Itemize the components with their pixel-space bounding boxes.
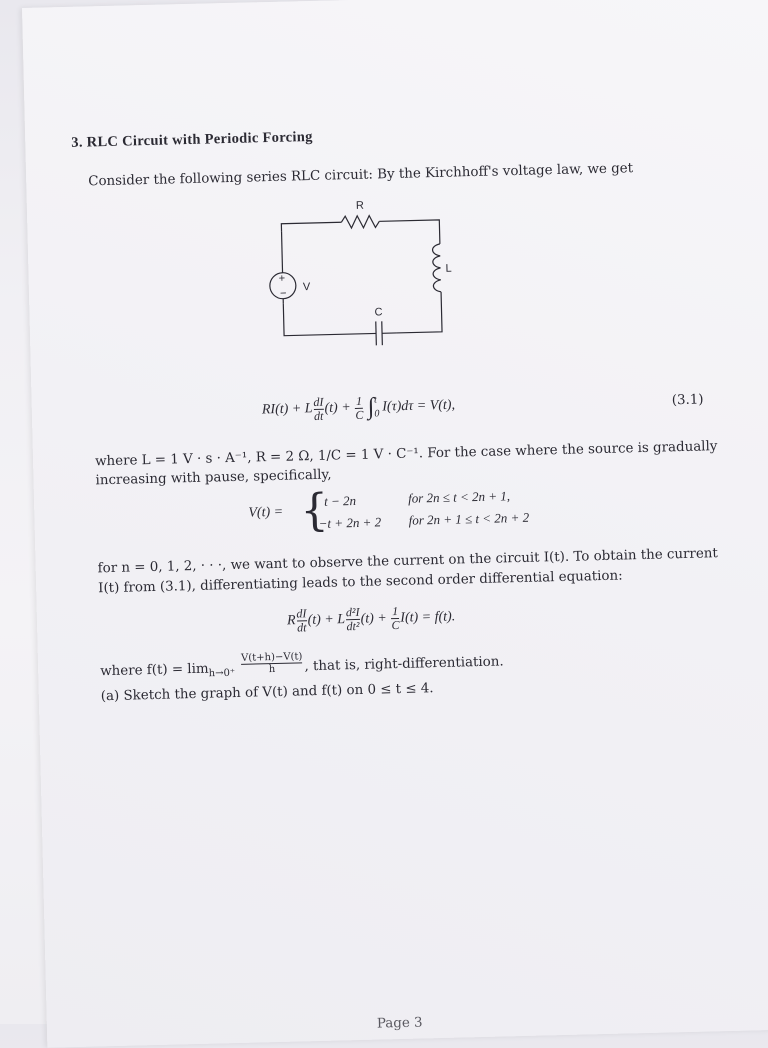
eq2-mid1: (t) + L — [307, 612, 346, 628]
inductor-symbol — [432, 244, 441, 292]
eq2-den3: C — [391, 617, 400, 633]
piecewise-brace: { — [299, 484, 329, 537]
eq2-num2: d²I — [345, 604, 360, 620]
piecewise-lhs: V(t) = — [248, 504, 284, 521]
rlc-circuit-diagram — [263, 194, 457, 349]
case1-expr: t − 2n — [323, 492, 357, 509]
case1-cond: for 2n ≤ t < 2n + 1, — [407, 488, 511, 506]
problem-heading: 3. RLC Circuit with Periodic Forcing — [71, 128, 313, 151]
eq1-c-num: 1 — [355, 393, 363, 408]
eq1-mid: (t) + — [324, 400, 351, 416]
source-minus-sign: − — [279, 287, 287, 300]
case2-expr: −t + 2n + 2 — [318, 514, 382, 531]
circuit-wire-top-left — [281, 222, 341, 231]
case2-cond: for 2n + 1 ≤ t < 2n + 2 — [408, 509, 530, 528]
paper-sheet — [22, 0, 768, 1048]
f-def-suffix: , that is, right-differentiation. — [304, 654, 504, 675]
eq2-num1: dI — [296, 606, 307, 621]
capacitor-plate-right — [382, 321, 383, 345]
page-footer: Page 3 — [376, 1015, 423, 1032]
equation-2 — [287, 604, 456, 635]
f-def-frac-num: V(t+h)−V(t) — [240, 651, 303, 664]
eq2-mid2: (t) + — [360, 610, 387, 627]
where-text-line1: where L = 1 V · s · A⁻¹, R = 2 Ω, 1/C = 1 V · C⁻¹. For the case where the source is gradually — [94, 439, 718, 470]
source-plus-sign: + — [278, 272, 286, 285]
eq1-c-den: C — [355, 407, 364, 422]
f-def-prefix: where f(t) = lim — [100, 661, 209, 680]
for-text-line2: I(t) from (3.1), differentiating leads to the second order differential equation: — [98, 568, 623, 597]
part-a-question: (a) Sketch the graph of V(t) and f(t) on 0 ≤ t ≤ 4. — [100, 681, 434, 705]
eq1-frac-den: dt — [313, 408, 324, 423]
label-voltage: V — [302, 281, 311, 294]
eq2-R: R — [286, 613, 296, 629]
eq1-frac-num: dI — [313, 394, 324, 409]
f-def-limit-sub: h→0⁺ — [208, 667, 236, 680]
f-def-frac-den: h — [268, 664, 276, 676]
integral-upper: t — [373, 394, 378, 406]
for-text-line1: for n = 0, 1, 2, · · ·, we want to observe the current on the circuit I(t). To obtain the current — [97, 546, 718, 577]
circuit-wire-left — [282, 232, 283, 273]
eq2-den2: dt² — [346, 618, 360, 634]
eq2-num3: 1 — [391, 603, 399, 619]
eq2-den1: dt — [296, 620, 307, 635]
equation-number: (3.1) — [671, 392, 704, 409]
label-capacitor: C — [374, 306, 383, 319]
circuit-wire-right — [395, 292, 442, 333]
label-inductor: L — [445, 262, 452, 275]
eq2-rest: I(t) = f(t). — [400, 609, 456, 626]
intro-text: Consider the following series RLC circuit: By the Kirchhoff's voltage law, we get — [88, 161, 634, 190]
equation-3-1 — [262, 392, 456, 425]
integral-sign: ∫ — [367, 394, 375, 421]
label-resistor: R — [355, 199, 365, 212]
eq1-rest: I(τ)dτ = V(t), — [382, 397, 456, 415]
integral-lower: 0 — [374, 408, 380, 420]
circuit-wire-bottom — [283, 301, 376, 335]
eq1-lhs: RI(t) + L — [261, 401, 313, 418]
where-text-line2: increasing with pause, specifically, — [95, 467, 332, 489]
circuit-wire-top-right — [379, 220, 440, 245]
resistor-symbol — [341, 215, 379, 228]
